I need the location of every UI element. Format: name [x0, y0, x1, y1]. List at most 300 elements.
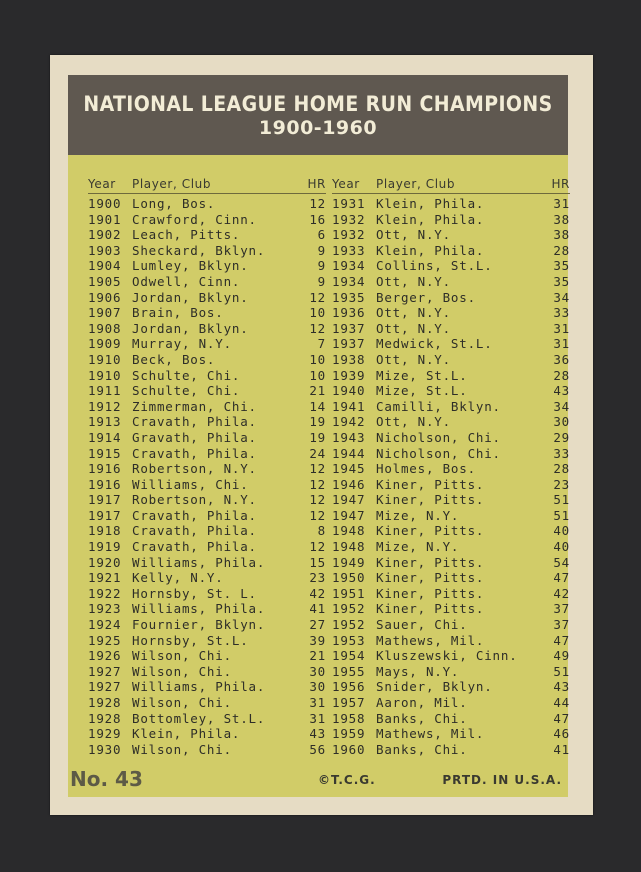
year-cell: 1957: [332, 695, 366, 710]
year-cell: 1939: [332, 367, 366, 383]
hr-cell: 46: [553, 726, 570, 742]
player-club-cell: Long, Bos.: [132, 196, 216, 211]
hr-cell: 33: [553, 305, 570, 321]
player-club-cell: Hornsby, St. L.: [132, 585, 257, 601]
table-row: [332, 446, 570, 462]
year-cell: 1920: [88, 554, 122, 570]
year-cell: 1923: [88, 601, 122, 617]
header-hr: HR: [551, 177, 570, 191]
year-cell: 1937: [332, 320, 366, 336]
table-row: [332, 726, 570, 742]
year-cell: 1922: [88, 585, 122, 601]
player-club-cell: Cravath, Phila.: [132, 414, 257, 430]
table-row: [88, 586, 326, 602]
table-row: [332, 508, 570, 524]
year-cell: 1905: [88, 273, 122, 289]
table-row: [332, 523, 570, 539]
hr-cell: 8: [317, 523, 326, 539]
player-club-cell: Gravath, Phila.: [132, 429, 257, 445]
player-club-cell: Cravath, Phila.: [132, 523, 257, 539]
year-cell: 1903: [88, 242, 122, 258]
year-cell: 1902: [88, 227, 122, 243]
table-row: [332, 492, 570, 508]
player-club-cell: Schulte, Chi.: [132, 367, 241, 383]
year-cell: 1913: [88, 414, 122, 430]
table-row: [88, 539, 326, 555]
year-cell: 1955: [332, 663, 366, 679]
hr-cell: 42: [309, 585, 326, 601]
table-row: [332, 664, 570, 680]
year-cell: 1916: [88, 476, 122, 492]
year-cell: 1937: [332, 336, 366, 352]
year-cell: 1940: [332, 383, 366, 399]
hr-cell: 39: [309, 632, 326, 648]
table-row: [88, 446, 326, 462]
rows-right: [332, 196, 570, 757]
column-header: [332, 175, 570, 194]
table-row: [332, 633, 570, 649]
hr-cell: 34: [553, 289, 570, 305]
hr-cell: 31: [553, 336, 570, 352]
table-row: [88, 477, 326, 493]
year-cell: 1915: [88, 445, 122, 461]
hr-cell: 34: [553, 398, 570, 414]
header-player-club: Player, Club: [376, 177, 456, 191]
player-club-cell: Berger, Bos.: [376, 289, 476, 305]
year-cell: 1928: [88, 710, 122, 726]
player-club-cell: Kiner, Pitts.: [376, 554, 485, 570]
player-club-cell: Nicholson, Chi.: [376, 445, 501, 461]
year-cell: 1945: [332, 461, 366, 477]
year-cell: 1900: [88, 196, 122, 211]
table-row: [332, 290, 570, 306]
player-club-cell: Ott, N.Y.: [376, 414, 451, 430]
year-cell: 1959: [332, 726, 366, 742]
player-club-cell: Kiner, Pitts.: [376, 523, 485, 539]
table-row: [88, 243, 326, 259]
hr-cell: 14: [309, 398, 326, 414]
player-club-cell: Leach, Pitts.: [132, 227, 241, 243]
player-club-cell: Beck, Bos.: [132, 351, 216, 367]
hr-cell: 12: [309, 461, 326, 477]
champions-column-left: [88, 175, 326, 757]
table-row: [88, 352, 326, 368]
hr-cell: 31: [309, 695, 326, 710]
year-cell: 1910: [88, 367, 122, 383]
hr-cell: 6: [317, 227, 326, 243]
year-cell: 1904: [88, 258, 122, 274]
table-row: [88, 196, 326, 212]
hr-cell: 30: [553, 414, 570, 430]
year-cell: 1944: [332, 445, 366, 461]
player-club-cell: Cravath, Phila.: [132, 445, 257, 461]
hr-cell: 38: [553, 211, 570, 227]
table-row: [88, 695, 326, 711]
table-row: [88, 492, 326, 508]
hr-cell: 9: [317, 273, 326, 289]
year-cell: 1924: [88, 617, 122, 633]
player-club-cell: Mize, St.L.: [376, 367, 468, 383]
year-cell: 1927: [88, 679, 122, 695]
champions-column-right: [332, 175, 570, 757]
table-row: [88, 555, 326, 571]
player-club-cell: Kiner, Pitts.: [376, 476, 485, 492]
year-cell: 1947: [332, 492, 366, 508]
year-cell: 1946: [332, 476, 366, 492]
header-year: Year: [332, 177, 360, 191]
player-club-cell: Klein, Phila.: [376, 211, 485, 227]
card-subtitle: 1900-1960: [258, 117, 378, 139]
hr-cell: 35: [553, 273, 570, 289]
table-row: [88, 258, 326, 274]
player-club-cell: Mays, N.Y.: [376, 663, 460, 679]
hr-cell: 9: [317, 242, 326, 258]
hr-cell: 43: [553, 679, 570, 695]
hr-cell: 23: [309, 570, 326, 586]
hr-cell: 28: [553, 367, 570, 383]
player-club-cell: Ott, N.Y.: [376, 227, 451, 243]
player-club-cell: Kiner, Pitts.: [376, 492, 485, 508]
player-club-cell: Wilson, Chi.: [132, 663, 232, 679]
hr-cell: 31: [553, 196, 570, 211]
player-club-cell: Snider, Bklyn.: [376, 679, 493, 695]
hr-cell: 31: [309, 710, 326, 726]
hr-cell: 51: [553, 663, 570, 679]
year-cell: 1934: [332, 258, 366, 274]
player-club-cell: Williams, Phila.: [132, 554, 266, 570]
hr-cell: 42: [553, 585, 570, 601]
table-row: [88, 305, 326, 321]
year-cell: 1928: [88, 695, 122, 710]
hr-cell: 10: [309, 305, 326, 321]
player-club-cell: Mathews, Mil.: [376, 726, 485, 742]
year-cell: 1911: [88, 383, 122, 399]
year-cell: 1935: [332, 289, 366, 305]
hr-cell: 41: [309, 601, 326, 617]
hr-cell: 35: [553, 258, 570, 274]
table-row: [332, 539, 570, 555]
table-row: [332, 368, 570, 384]
player-club-cell: Crawford, Cinn.: [132, 211, 257, 227]
player-club-cell: Mize, N.Y.: [376, 539, 460, 555]
hr-cell: 44: [553, 695, 570, 710]
year-cell: 1917: [88, 492, 122, 508]
hr-cell: 47: [553, 632, 570, 648]
year-cell: 1916: [88, 461, 122, 477]
hr-cell: 12: [309, 196, 326, 211]
year-cell: 1931: [332, 196, 366, 211]
year-cell: 1914: [88, 429, 122, 445]
year-cell: 1958: [332, 710, 366, 726]
year-cell: 1936: [332, 305, 366, 321]
player-club-cell: Zimmerman, Chi.: [132, 398, 257, 414]
year-cell: 1906: [88, 289, 122, 305]
hr-cell: 47: [553, 710, 570, 726]
year-cell: 1948: [332, 539, 366, 555]
table-row: [88, 383, 326, 399]
table-row: [88, 633, 326, 649]
player-club-cell: Camilli, Bklyn.: [376, 398, 501, 414]
year-cell: 1901: [88, 211, 122, 227]
header-player-club: Player, Club: [132, 177, 212, 191]
year-cell: 1950: [332, 570, 366, 586]
player-club-cell: Collins, St.L.: [376, 258, 493, 274]
table-row: [332, 617, 570, 633]
table-row: [88, 570, 326, 586]
year-cell: 1947: [332, 507, 366, 523]
year-cell: 1952: [332, 617, 366, 633]
year-cell: 1954: [332, 648, 366, 664]
table-row: [332, 383, 570, 399]
year-cell: 1917: [88, 507, 122, 523]
hr-cell: 28: [553, 242, 570, 258]
hr-cell: 10: [309, 351, 326, 367]
hr-cell: 47: [553, 570, 570, 586]
hr-cell: 29: [553, 429, 570, 445]
table-row: [332, 695, 570, 711]
hr-cell: 36: [553, 351, 570, 367]
table-row: [332, 414, 570, 430]
player-club-cell: Bottomley, St.L.: [132, 710, 266, 726]
printed-in-text: PRTD. IN U.S.A.: [442, 773, 562, 787]
player-club-cell: Nicholson, Chi.: [376, 429, 501, 445]
champions-table-panel: [68, 155, 568, 797]
table-row: [88, 508, 326, 524]
year-cell: 1938: [332, 351, 366, 367]
year-cell: 1934: [332, 273, 366, 289]
hr-cell: 19: [309, 414, 326, 430]
baseball-card-back: [50, 55, 593, 815]
player-club-cell: Ott, N.Y.: [376, 273, 451, 289]
table-row: [88, 648, 326, 664]
hr-cell: 31: [553, 320, 570, 336]
hr-cell: 37: [553, 601, 570, 617]
card-footer: [68, 767, 568, 797]
year-cell: 1919: [88, 539, 122, 555]
player-club-cell: Kiner, Pitts.: [376, 601, 485, 617]
table-row: [88, 430, 326, 446]
player-club-cell: Hornsby, St.L.: [132, 632, 249, 648]
table-row: [332, 243, 570, 259]
hr-cell: 12: [309, 320, 326, 336]
hr-cell: 51: [553, 507, 570, 523]
hr-cell: 49: [553, 648, 570, 664]
player-club-cell: Williams, Phila.: [132, 601, 266, 617]
year-cell: 1941: [332, 398, 366, 414]
player-club-cell: Wilson, Chi.: [132, 648, 232, 664]
table-row: [332, 477, 570, 493]
table-row: [332, 711, 570, 727]
player-club-cell: Wilson, Chi.: [132, 741, 232, 757]
hr-cell: 51: [553, 492, 570, 508]
table-row: [332, 399, 570, 415]
table-row: [332, 258, 570, 274]
hr-cell: 56: [309, 741, 326, 757]
player-club-cell: Ott, N.Y.: [376, 305, 451, 321]
table-row: [332, 336, 570, 352]
year-cell: 1908: [88, 320, 122, 336]
hr-cell: 33: [553, 445, 570, 461]
hr-cell: 21: [309, 648, 326, 664]
year-cell: 1918: [88, 523, 122, 539]
hr-cell: 54: [553, 554, 570, 570]
player-club-cell: Jordan, Bklyn.: [132, 320, 249, 336]
hr-cell: 41: [553, 741, 570, 757]
table-row: [332, 212, 570, 228]
player-club-cell: Lumley, Bklyn.: [132, 258, 249, 274]
hr-cell: 12: [309, 507, 326, 523]
table-row: [332, 679, 570, 695]
player-club-cell: Banks, Chi.: [376, 741, 468, 757]
player-club-cell: Fournier, Bklyn.: [132, 617, 266, 633]
player-club-cell: Odwell, Cinn.: [132, 273, 241, 289]
player-club-cell: Kiner, Pitts.: [376, 585, 485, 601]
player-club-cell: Banks, Chi.: [376, 710, 468, 726]
column-header: [88, 175, 326, 194]
player-club-cell: Sheckard, Bklyn.: [132, 242, 266, 258]
year-cell: 1910: [88, 351, 122, 367]
player-club-cell: Holmes, Bos.: [376, 461, 476, 477]
table-row: [332, 586, 570, 602]
year-cell: 1909: [88, 336, 122, 352]
table-row: [88, 664, 326, 680]
table-row: [88, 399, 326, 415]
hr-cell: 9: [317, 258, 326, 274]
year-cell: 1952: [332, 601, 366, 617]
table-row: [88, 274, 326, 290]
year-cell: 1960: [332, 741, 366, 757]
year-cell: 1956: [332, 679, 366, 695]
hr-cell: 28: [553, 461, 570, 477]
player-club-cell: Kelly, N.Y.: [132, 570, 224, 586]
year-cell: 1930: [88, 741, 122, 757]
year-cell: 1912: [88, 398, 122, 414]
player-club-cell: Brain, Bos.: [132, 305, 224, 321]
table-row: [88, 321, 326, 337]
player-club-cell: Mize, N.Y.: [376, 507, 460, 523]
header-hr: HR: [307, 177, 326, 191]
table-row: [88, 601, 326, 617]
table-row: [88, 523, 326, 539]
card-number: No. 43: [70, 767, 143, 791]
player-club-cell: Medwick, St.L.: [376, 336, 493, 352]
hr-cell: 40: [553, 539, 570, 555]
hr-cell: 21: [309, 383, 326, 399]
table-row: [332, 648, 570, 664]
year-cell: 1951: [332, 585, 366, 601]
table-row: [88, 617, 326, 633]
year-cell: 1907: [88, 305, 122, 321]
hr-cell: 12: [309, 492, 326, 508]
player-club-cell: Aaron, Mil.: [376, 695, 468, 710]
player-club-cell: Klein, Phila.: [376, 242, 485, 258]
player-club-cell: Williams, Chi.: [132, 476, 249, 492]
hr-cell: 10: [309, 367, 326, 383]
year-cell: 1925: [88, 632, 122, 648]
copyright-text: ©T.C.G.: [318, 773, 376, 787]
hr-cell: 16: [309, 211, 326, 227]
player-club-cell: Cravath, Phila.: [132, 539, 257, 555]
table-row: [88, 212, 326, 228]
year-cell: 1921: [88, 570, 122, 586]
player-club-cell: Robertson, N.Y.: [132, 492, 257, 508]
table-row: [332, 305, 570, 321]
hr-cell: 7: [317, 336, 326, 352]
table-row: [88, 414, 326, 430]
hr-cell: 23: [553, 476, 570, 492]
player-club-cell: Kiner, Pitts.: [376, 570, 485, 586]
hr-cell: 12: [309, 289, 326, 305]
year-cell: 1949: [332, 554, 366, 570]
player-club-cell: Klein, Phila.: [376, 196, 485, 211]
hr-cell: 30: [309, 679, 326, 695]
player-club-cell: Klein, Phila.: [132, 726, 241, 742]
hr-cell: 12: [309, 476, 326, 492]
table-row: [88, 726, 326, 742]
year-cell: 1926: [88, 648, 122, 664]
year-cell: 1948: [332, 523, 366, 539]
player-club-cell: Cravath, Phila.: [132, 507, 257, 523]
table-row: [88, 368, 326, 384]
hr-cell: 43: [553, 383, 570, 399]
header-year: Year: [88, 177, 116, 191]
player-club-cell: Robertson, N.Y.: [132, 461, 257, 477]
hr-cell: 19: [309, 429, 326, 445]
table-row: [332, 430, 570, 446]
table-row: [332, 601, 570, 617]
table-row: [332, 227, 570, 243]
year-cell: 1943: [332, 429, 366, 445]
hr-cell: 43: [309, 726, 326, 742]
table-row: [88, 679, 326, 695]
hr-cell: 12: [309, 539, 326, 555]
hr-cell: 15: [309, 554, 326, 570]
table-row: [332, 461, 570, 477]
card-title: NATIONAL LEAGUE HOME RUN CHAMPIONS: [83, 92, 553, 116]
year-cell: 1953: [332, 632, 366, 648]
table-row: [332, 196, 570, 212]
player-club-cell: Kluszewski, Cinn.: [376, 648, 518, 664]
hr-cell: 38: [553, 227, 570, 243]
table-row: [332, 555, 570, 571]
player-club-cell: Wilson, Chi.: [132, 695, 232, 710]
table-row: [332, 742, 570, 758]
year-cell: 1932: [332, 211, 366, 227]
table-row: [88, 227, 326, 243]
year-cell: 1933: [332, 242, 366, 258]
player-club-cell: Schulte, Chi.: [132, 383, 241, 399]
table-row: [332, 321, 570, 337]
hr-cell: 37: [553, 617, 570, 633]
player-club-cell: Ott, N.Y.: [376, 320, 451, 336]
table-row: [332, 352, 570, 368]
hr-cell: 24: [309, 445, 326, 461]
player-club-cell: Murray, N.Y.: [132, 336, 232, 352]
year-cell: 1927: [88, 663, 122, 679]
hr-cell: 30: [309, 663, 326, 679]
year-cell: 1929: [88, 726, 122, 742]
player-club-cell: Mize, St.L.: [376, 383, 468, 399]
hr-cell: 40: [553, 523, 570, 539]
hr-cell: 27: [309, 617, 326, 633]
table-row: [332, 570, 570, 586]
table-row: [88, 742, 326, 758]
rows-left: [88, 196, 326, 757]
year-cell: 1932: [332, 227, 366, 243]
table-row: [88, 290, 326, 306]
table-row: [88, 336, 326, 352]
player-club-cell: Jordan, Bklyn.: [132, 289, 249, 305]
